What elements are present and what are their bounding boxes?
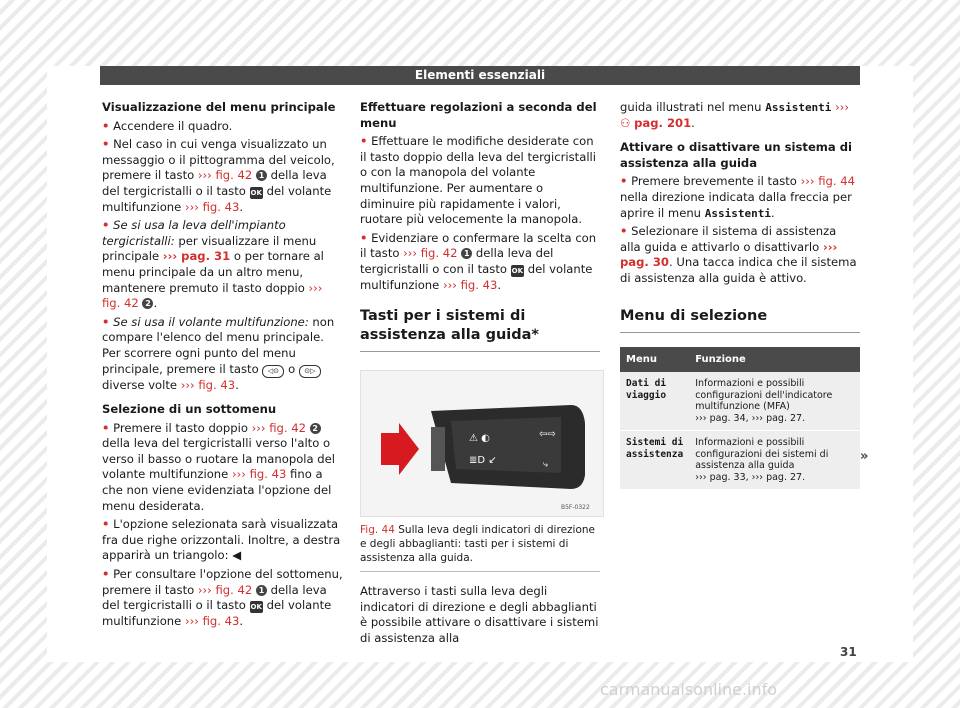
table-header: Menu	[620, 347, 689, 373]
callout-badge: 1	[461, 248, 472, 259]
fig-link[interactable]: ››› fig. 43	[442, 277, 498, 292]
page-link[interactable]: ››› pag. 31	[162, 249, 231, 264]
table-cell-menu: Sistemi di assistenza	[620, 431, 689, 490]
heading-activate: Attivare o disattivare un sistema di assistenza alla guida	[620, 140, 853, 170]
list-item: • Effettuare le modifiche desiderate con il tasto doppio della leva del tergicristalli o con la manopola del volante multifunzione. Per aumentare o diminuire più rapidamente i valori, ruotare più velocemente la manopola.	[360, 134, 596, 227]
callout-badge: 2	[142, 298, 153, 309]
list-item: • Se si usa la leva dell'impianto tergicristalli: per visualizzare il menu principale ››› pag. 31 o per tornare al menu principale da un altro menu, mantenere premuto il tasto doppio ››› fig. 42 2 .	[102, 218, 324, 311]
heading-submenu: Selezione di un sottomenu	[102, 402, 277, 417]
fig-link[interactable]: ››› fig. 43	[231, 467, 287, 482]
table-cell-menu: Dati di viaggio	[620, 372, 689, 431]
heading-settings: Effettuare regolazioni a seconda del menu	[360, 100, 597, 130]
section-title-menu: Menu di selezione	[620, 307, 860, 333]
stalk-illustration	[361, 371, 603, 516]
list-item: • Evidenziare o confermare la scelta con il tasto ››› fig. 42 1 della leva del tergicristalli o con il tasto OK del volante multifunzione ››› fig. 43.	[360, 230, 597, 292]
scroll-right-key-icon: ⊙▷	[299, 365, 321, 378]
column-1	[102, 100, 344, 632]
scroll-left-key-icon: ◁⊙	[262, 365, 284, 378]
watermark: carmanualsonline.info	[600, 680, 778, 699]
ok-key-icon: OK	[511, 266, 524, 275]
figure-44	[360, 370, 604, 517]
ok-key-icon: OK	[250, 603, 262, 612]
body-text: guida illustrati nel menu Assistenti ››› ⚇ pag. 201.	[620, 100, 850, 130]
fig-link[interactable]: ››› fig. 43	[184, 199, 240, 214]
triangle-left-icon: ◀	[232, 548, 242, 563]
figure-code: B5F-0322	[561, 504, 590, 512]
callout-badge: 1	[256, 170, 267, 181]
menu-table	[620, 347, 860, 491]
fig-link[interactable]: ››› fig. 42	[102, 280, 323, 311]
ok-key-icon: OK	[250, 188, 262, 197]
table-row	[620, 372, 860, 431]
table-header: Funzione	[689, 347, 860, 373]
continue-marker: »	[860, 449, 869, 464]
figure-caption: Fig. 44 Sulla leva degli indicatori di direzione e degli abbaglianti: tasti per i sistemi di assistenza alla guida.	[360, 523, 600, 572]
page-header: Elementi essenziali	[100, 66, 860, 85]
callout-badge: 1	[256, 585, 267, 596]
turn-signal-icon: ⇦⇨	[539, 429, 556, 441]
list-item: • Nel caso in cui venga visualizzato un messaggio o il pittogramma del veicolo, premere il tasto ››› fig. 42 1 della leva del tergicristalli o il tasto OK del volante multifunzione ››› fig. 43.	[102, 137, 335, 214]
heading-main-menu: Visualizzazione del menu principale	[102, 100, 336, 114]
page-link[interactable]: ››› pag. 30	[620, 239, 838, 270]
list-item: • Accendere il quadro.	[102, 118, 233, 133]
table-row	[620, 431, 860, 490]
table-cell-function: Informazioni e possibili configurazioni dei sistemi di assistenza alla guida ››› pag. 33, ››› pag. 27.	[689, 431, 860, 490]
assist-symbol-icon: ⚇	[620, 115, 631, 130]
fig-link[interactable]: ››› fig. 44	[800, 174, 855, 189]
list-item: • Premere il tasto doppio ››› fig. 42 2 della leva del tergicristalli verso l'alto o verso il basso o ruotare la manopola del volante multifunzione ››› fig. 43 fino a che non viene evidenziata l'opzione del menu desiderata.	[102, 420, 336, 513]
list-item: • Se si usa il volante multifunzione: non compare l'elenco del menu principale. Per scorrere ogni punto del menu principale, premere il tasto ◁⊙ o ⊙▷ diverse volte ››› fig. 43.	[102, 314, 335, 392]
column-2	[360, 100, 600, 650]
horn-icon: ⤷	[543, 460, 549, 471]
fig-link[interactable]: ››› fig. 43	[180, 377, 236, 392]
list-item: • L'opzione selezionata sarà visualizzata fra due righe orizzontali. Inoltre, a destra apparirà un triangolo: ◀	[102, 517, 341, 563]
section-title-assist-buttons: Tasti per i sistemi di assistenza alla guida*	[360, 307, 600, 352]
page-link[interactable]: pag. 201	[634, 115, 692, 130]
list-item: • Selezionare il sistema di assistenza alla guida e attivarlo o disattivarlo ››› pag. 30. Una tacca indica che il sistema di assistenza alla guida è attivo.	[620, 224, 857, 285]
fig-link[interactable]: ››› fig. 43	[184, 613, 240, 628]
callout-badge: 2	[310, 423, 321, 434]
list-item: • Per consultare l'opzione del sottomenu, premere il tasto ››› fig. 42 1 della leva del tergicristalli o il tasto OK del volante multifunzione ››› fig. 43.	[102, 567, 343, 628]
fig-link[interactable]: ››› fig. 42	[403, 246, 458, 261]
arrow-indicator-icon	[381, 423, 419, 475]
table-cell-function: Informazioni e possibili configurazioni dell'indicatore multifunzione (MFA) ››› pag. 34, ››› pag. 27.	[689, 372, 860, 431]
fig-link[interactable]: ››› fig. 42	[251, 420, 307, 435]
fig-link[interactable]: ››› fig. 42	[197, 582, 253, 597]
highbeam-icon: ≣D ↙	[469, 455, 497, 467]
list-item: • Premere brevemente il tasto ››› fig. 44 nella direzione indicata dalla freccia per aprire il menu Assistenti.	[620, 174, 855, 220]
assist-icon: ⚠ ◐	[469, 433, 490, 445]
page-number: 31	[840, 645, 857, 659]
fig-link[interactable]: ››› fig. 42	[197, 168, 253, 183]
column-3	[620, 100, 860, 490]
body-text: Attraverso i tasti sulla leva degli indicatori di direzione e degli abbaglianti è possibile attivare o disattivare i sistemi di assistenza alla	[360, 584, 599, 645]
